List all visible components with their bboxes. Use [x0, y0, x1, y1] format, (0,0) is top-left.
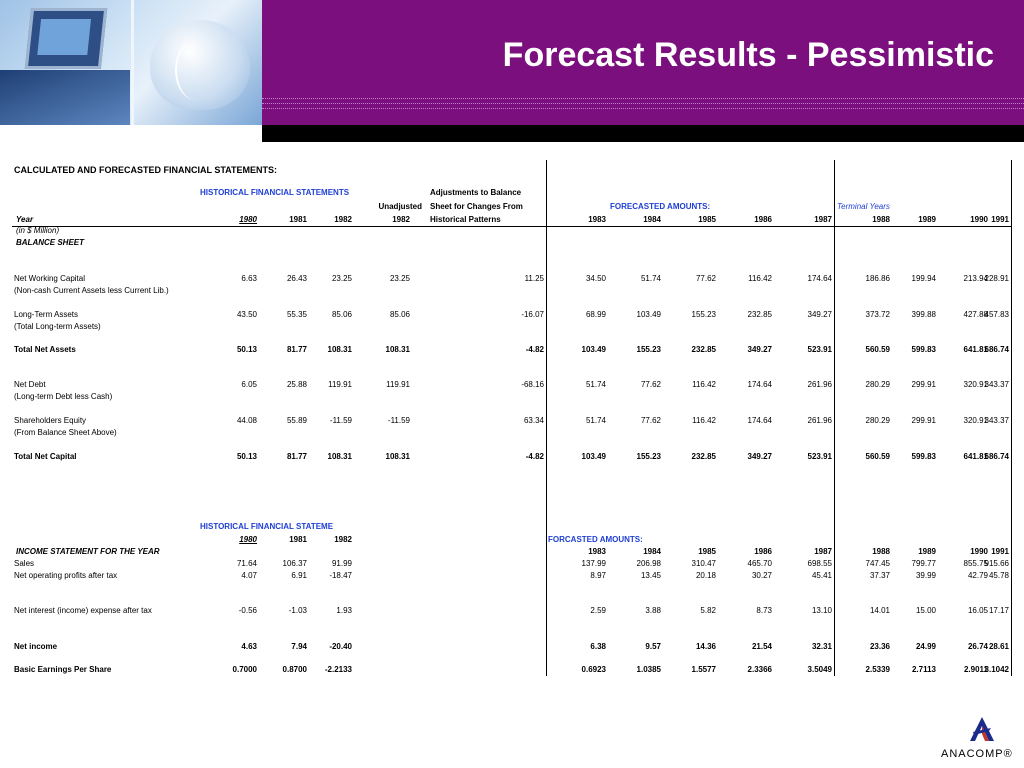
year-header: 1991 — [991, 547, 1009, 556]
year-header: 1980 — [239, 535, 257, 544]
table-cell: 457.83 — [984, 310, 1009, 319]
table-cell: 232.85 — [691, 345, 716, 354]
table-cell: 23.25 — [389, 274, 410, 283]
table-cell: 77.62 — [695, 274, 716, 283]
row-label: Net operating profits after tax — [14, 571, 118, 580]
header-bar — [262, 125, 1024, 142]
table-cell: 7.94 — [291, 642, 307, 651]
table-cell: 77.62 — [640, 416, 661, 425]
table-cell: 599.83 — [911, 345, 936, 354]
table-cell: 20.18 — [695, 571, 716, 580]
table-cell: 26.74 — [967, 642, 988, 651]
table-cell: -20.40 — [329, 642, 352, 651]
table-cell: 261.96 — [807, 380, 832, 389]
table-cell: -16.07 — [521, 310, 544, 319]
table-cell: 349.27 — [747, 452, 772, 461]
table-cell: 28.61 — [988, 642, 1009, 651]
table-cell: 465.70 — [747, 559, 772, 568]
table-cell: 1.5577 — [691, 665, 716, 674]
row-label: Net Debt — [14, 380, 46, 389]
table-cell: 119.91 — [386, 380, 410, 389]
table-cell: 280.29 — [865, 380, 890, 389]
table-cell: 15.00 — [915, 606, 936, 615]
adj-heading-1: Adjustments to Balance — [430, 188, 522, 197]
table-cell: 698.55 — [807, 559, 832, 568]
table-cell: 24.99 — [915, 642, 936, 651]
table-cell: 23.25 — [331, 274, 352, 283]
table-cell: 2.3366 — [747, 665, 772, 674]
table-cell: 232.85 — [747, 310, 772, 319]
table-cell: 280.29 — [865, 416, 890, 425]
table-cell: 855.75 — [963, 559, 988, 568]
year-header: 1986 — [754, 215, 772, 224]
table-cell: 6.38 — [590, 642, 606, 651]
table-cell: -11.59 — [387, 416, 410, 425]
table-cell: 42.79 — [967, 571, 988, 580]
row-label: Net income — [14, 642, 58, 651]
row-label: Shareholders Equity — [14, 416, 87, 425]
table-cell: 108.31 — [385, 345, 410, 354]
table-cell: 155.23 — [691, 310, 716, 319]
table-cell: 3.88 — [645, 606, 661, 615]
year-header: 1990 — [970, 215, 988, 224]
table-cell: -2.2133 — [324, 665, 352, 674]
table-cell: 14.01 — [869, 606, 890, 615]
table-cell: 55.89 — [286, 416, 307, 425]
balance-sheet-label: BALANCE SHEET — [16, 238, 85, 247]
table-cell: 0.6923 — [581, 665, 606, 674]
table-cell: 686.74 — [984, 452, 1009, 461]
table-cell: 6.63 — [241, 274, 257, 283]
table-cell: 0.8700 — [282, 665, 307, 674]
table-cell: 116.42 — [748, 274, 772, 283]
year-header: 1988 — [872, 547, 890, 556]
table-cell: 427.88 — [963, 310, 988, 319]
table-cell: 299.91 — [911, 416, 936, 425]
table-cell: 599.83 — [911, 452, 936, 461]
year-header: 1981 — [289, 535, 307, 544]
table-cell: 261.96 — [807, 416, 832, 425]
table-cell: 560.59 — [865, 345, 890, 354]
year-header: 1989 — [918, 547, 936, 556]
year-header: 1980 — [239, 215, 257, 224]
table-cell: 155.23 — [636, 345, 661, 354]
year-header: 1987 — [814, 215, 832, 224]
table-cell: 6.91 — [291, 571, 307, 580]
table-cell: 68.99 — [585, 310, 606, 319]
table-cell: 523.91 — [807, 452, 832, 461]
year-header: 1987 — [814, 547, 832, 556]
table-cell: 14.36 — [695, 642, 716, 651]
year-header: 1981 — [289, 215, 307, 224]
table-cell: 50.13 — [236, 452, 257, 461]
table-cell: 137.99 — [581, 559, 606, 568]
year-header: 1983 — [588, 547, 606, 556]
table-cell: 206.98 — [636, 559, 661, 568]
table-cell: 43.50 — [236, 310, 257, 319]
table-cell: 11.25 — [524, 274, 544, 283]
table-cell: 85.06 — [331, 310, 352, 319]
row-label: Total Net Capital — [14, 452, 77, 461]
is-hist-heading: HISTORICAL FINANCIAL STATEME — [200, 522, 334, 531]
table-cell: 103.49 — [581, 452, 606, 461]
table-cell: 116.42 — [692, 416, 716, 425]
table-cell: 3.5049 — [807, 665, 832, 674]
table-cell: 799.77 — [911, 559, 936, 568]
table-cell: 103.49 — [636, 310, 661, 319]
table-cell: -18.47 — [329, 571, 352, 580]
table-cell: 16.05 — [967, 606, 988, 615]
section-title: CALCULATED AND FORECASTED FINANCIAL STATEMENTS: — [14, 165, 277, 175]
row-label: Basic Earnings Per Share — [14, 665, 112, 674]
table-cell: 103.49 — [581, 345, 606, 354]
keyboard-illustration — [0, 70, 130, 125]
table-cell: 6.05 — [241, 380, 257, 389]
row-label: Net Working Capital — [14, 274, 85, 283]
table-cell: 915.66 — [984, 559, 1009, 568]
table-cell: 373.72 — [865, 310, 890, 319]
table-cell: 13.45 — [640, 571, 661, 580]
table-cell: 0.7000 — [232, 665, 257, 674]
table-cell: 51.74 — [585, 380, 606, 389]
table-cell: 106.37 — [282, 559, 307, 568]
table-cell: 2.5339 — [865, 665, 890, 674]
table-cell: 30.27 — [751, 571, 772, 580]
table-cell: 13.10 — [811, 606, 832, 615]
table-cell: 186.86 — [865, 274, 890, 283]
table-cell: -68.16 — [521, 380, 544, 389]
table-cell: 399.88 — [911, 310, 936, 319]
table-cell: 32.31 — [811, 642, 832, 651]
table-cell: 3.1042 — [984, 665, 1009, 674]
adj-heading-3: Historical Patterns — [430, 215, 501, 224]
year-label: Year — [16, 215, 34, 224]
table-cell: 81.77 — [286, 452, 307, 461]
table-cell: 51.74 — [585, 416, 606, 425]
table-cell: 232.85 — [691, 452, 716, 461]
terminal-heading: Terminal Years — [837, 202, 890, 211]
brand-registered-mark: ® — [1003, 748, 1013, 760]
year-header: 1984 — [643, 547, 661, 556]
table-cell: 174.64 — [807, 274, 832, 283]
table-cell: 343.37 — [984, 416, 1009, 425]
table-cell: 9.57 — [645, 642, 661, 651]
row-label: Net interest (income) expense after tax — [14, 606, 152, 615]
units-label: (in $ Million) — [16, 226, 60, 235]
financial-table — [12, 160, 1012, 676]
table-cell: 4.07 — [241, 571, 257, 580]
table-cell: 4.63 — [241, 642, 257, 651]
slide-header — [0, 0, 1024, 125]
year-header: 1988 — [872, 215, 890, 224]
income-statement-label: INCOME STATEMENT FOR THE YEAR — [16, 547, 160, 556]
table-cell: 21.54 — [751, 642, 772, 651]
table-cell: 1.0385 — [636, 665, 661, 674]
table-cell: 1.93 — [336, 606, 352, 615]
table-cell: 560.59 — [865, 452, 890, 461]
table-cell: 155.23 — [636, 452, 661, 461]
table-cell: 228.91 — [984, 274, 1009, 283]
year-header: 1985 — [698, 215, 716, 224]
year-header: 1985 — [698, 547, 716, 556]
table-cell: 523.91 — [807, 345, 832, 354]
table-cell: 343.37 — [984, 380, 1009, 389]
table-cell: -4.82 — [525, 452, 544, 461]
anacomp-logo-icon — [969, 716, 995, 742]
year-header: 1982 — [334, 215, 352, 224]
table-cell: 34.50 — [585, 274, 606, 283]
table-cell: 199.94 — [911, 274, 936, 283]
table-cell: 116.42 — [692, 380, 716, 389]
year-header: 1984 — [643, 215, 661, 224]
anacomp-logo — [941, 716, 1021, 764]
hist-heading: HISTORICAL FINANCIAL STATEMENTS — [200, 188, 350, 197]
row-label: Sales — [14, 559, 35, 568]
slide-title: Forecast Results - Pessimistic — [502, 36, 994, 74]
table-cell: 8.97 — [590, 571, 606, 580]
table-cell: 50.13 — [236, 345, 257, 354]
brand-name: ANACOMP — [941, 748, 1004, 760]
table-cell: 2.9011 — [963, 665, 988, 674]
table-cell: 26.43 — [286, 274, 307, 283]
table-cell: -0.56 — [238, 606, 257, 615]
table-cell: 63.34 — [523, 416, 544, 425]
table-cell: 747.45 — [865, 559, 890, 568]
table-cell: 17.17 — [988, 606, 1009, 615]
year-header: 1982 — [334, 535, 352, 544]
table-cell: -11.59 — [329, 416, 352, 425]
table-cell: 174.64 — [747, 380, 772, 389]
year-header: 1990 — [970, 547, 988, 556]
table-cell: 310.47 — [691, 559, 716, 568]
table-cell: 213.94 — [963, 274, 988, 283]
year-header: 1983 — [588, 215, 606, 224]
table-cell: 37.37 — [869, 571, 890, 580]
row-sublabel: (Long-term Debt less Cash) — [14, 392, 113, 401]
row-sublabel: (Non-cash Current Assets less Current Lib.) — [14, 286, 169, 295]
table-cell: 349.27 — [807, 310, 832, 319]
row-sublabel: (From Balance Sheet Above) — [14, 428, 117, 437]
table-cell: 45.78 — [988, 571, 1009, 580]
table-cell: -1.03 — [288, 606, 307, 615]
header-photo — [0, 0, 262, 125]
table-cell: 5.82 — [700, 606, 716, 615]
adj-heading-2: Sheet for Changes From — [430, 202, 523, 211]
table-cell: -4.82 — [525, 345, 544, 354]
table-cell: 51.74 — [640, 274, 661, 283]
table-cell: 174.64 — [747, 416, 772, 425]
year-header: 1989 — [918, 215, 936, 224]
table-cell: 81.77 — [286, 345, 307, 354]
laptop-illustration — [25, 8, 107, 69]
year-header: 1991 — [991, 215, 1009, 224]
table-cell: 25.88 — [286, 380, 307, 389]
table-cell: 77.62 — [640, 380, 661, 389]
table-cell: 108.31 — [327, 345, 352, 354]
table-cell: 320.91 — [963, 380, 988, 389]
year-header: 1986 — [754, 547, 772, 556]
table-cell: 108.31 — [385, 452, 410, 461]
unadjusted-heading: Unadjusted — [378, 202, 422, 211]
table-cell: 686.74 — [984, 345, 1009, 354]
table-cell: 119.91 — [328, 380, 352, 389]
row-sublabel: (Total Long-term Assets) — [14, 322, 101, 331]
year-header: 1982 — [392, 215, 410, 224]
table-cell: 23.36 — [869, 642, 890, 651]
table-cell: 45.41 — [811, 571, 832, 580]
forecast-heading: FORECASTED AMOUNTS: — [610, 202, 711, 211]
is-forecast-heading: FORCASTED AMOUNTS: — [548, 535, 643, 544]
table-cell: 2.59 — [590, 606, 606, 615]
table-cell: 641.81 — [963, 345, 988, 354]
table-cell: 320.91 — [963, 416, 988, 425]
table-cell: 2.7113 — [911, 665, 936, 674]
table-cell: 39.99 — [915, 571, 936, 580]
table-cell: 71.64 — [236, 559, 257, 568]
table-cell: 85.06 — [389, 310, 410, 319]
table-cell: 8.73 — [756, 606, 772, 615]
table-cell: 641.81 — [963, 452, 988, 461]
table-cell: 44.08 — [236, 416, 257, 425]
table-cell: 55.35 — [286, 310, 307, 319]
table-cell: 108.31 — [327, 452, 352, 461]
table-cell: 349.27 — [747, 345, 772, 354]
table-cell: 299.91 — [911, 380, 936, 389]
table-cell: 91.99 — [331, 559, 352, 568]
row-label: Long-Term Assets — [14, 310, 79, 319]
row-label: Total Net Assets — [14, 345, 76, 354]
